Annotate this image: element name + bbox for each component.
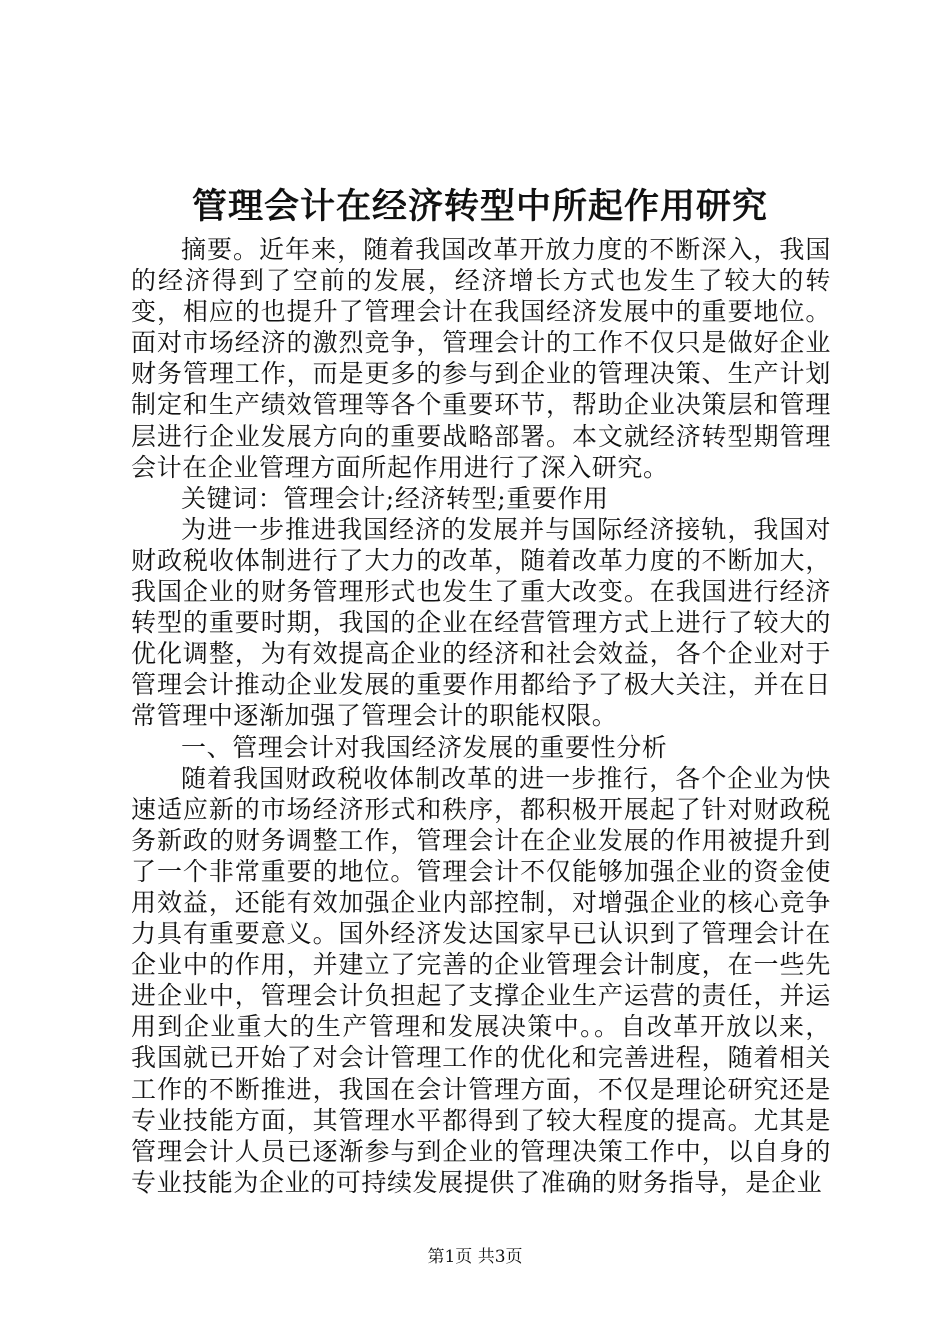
section-paragraph: 随着我国财政税收体制改革的进一步推行，各个企业为快速适应新的市场经济形式和秩序，都积极开展起了针对财政税务新政的财务调整工作，管理会计在企业发展的作用被提升到了一个非常重要的地位。管理会计不仅能够加强企业的资金使用效益，还能有效加强企业内部控制，对增强企业的核心竞争力具有重要意义。国外经济发达国家早已认识到了管理会计在企业中的作用，并建立了完善的企业管理会计制度，在一些先进企业中，管理会计负担起了支撑企业生产运营的责任，并运用到企业重大的生产管理和发展决策中。。自改革开放以来，我国就已开始了对会计管理工作的优化和完善进程，随着相关工作的不断推进，我国在会计管理方面，不仅是理论研究还是专业技能方面，其管理水平都得到了较大程度的提高。尤其是管理会计人员已逐渐参与到企业的管理决策工作中，以自身的专业技能为企业的可持续发展提供了准确的财务指导，是企业 [131,763,831,1197]
intro-paragraph: 为进一步推进我国经济的发展并与国际经济接轨，我国对财政税收体制进行了大力的改革，随着改革力度的不断加大，我国企业的财务管理形式也发生了重大改变。在我国进行经济转型的重要时期，我国的企业在经营管理方式上进行了较大的优化调整，为有效提高企业的经济和社会效益，各个企业对于管理会计推动企业发展的重要作用都给予了极大关注，并在日常管理中逐渐加强了管理会计的职能权限。 [131,514,831,731]
document-body [131,234,831,1198]
keywords-paragraph: 关键词：管理会计;经济转型;重要作用 [181,483,609,513]
page-number-footer: 第1页 共3页 [427,1247,523,1267]
document-title: 管理会计在经济转型中所起作用研究 [191,186,768,227]
abstract-paragraph: 摘要。近年来，随着我国改革开放力度的不断深入，我国的经济得到了空前的发展，经济增长方式也发生了较大的转变，相应的也提升了管理会计在我国经济发展中的重要地位。面对市场经济的激烈竞争，管理会计的工作不仅只是做好企业财务管理工作，而是更多的参与到企业的管理决策、生产计划制定和生产绩效管理等各个重要环节，帮助企业决策层和管理层进行企业发展方向的重要战略部署。本文就经济转型期管理会计在企业管理方面所起作用进行了深入研究。 [131,235,831,482]
section-heading: 一、管理会计对我国经济发展的重要性分析 [181,732,668,762]
